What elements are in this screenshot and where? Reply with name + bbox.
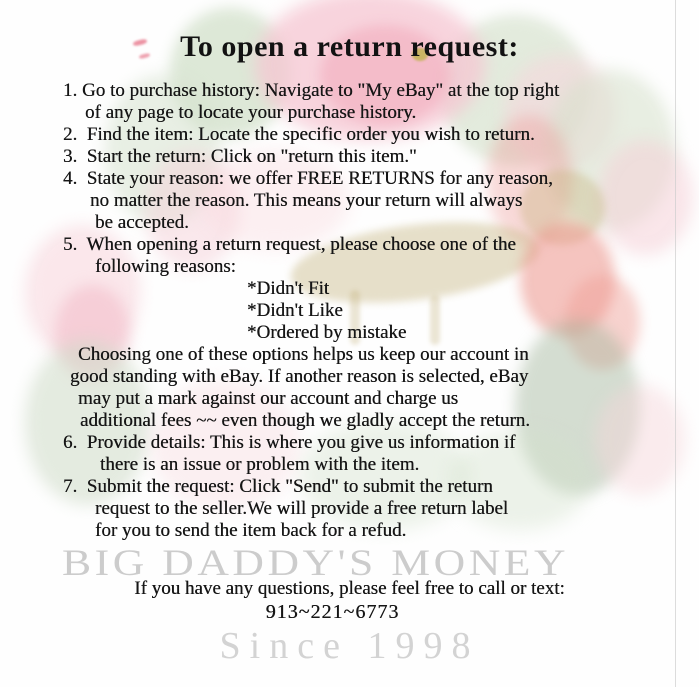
instruction-line: additional fees ~~ even though we gladly accept the return. xyxy=(80,410,531,431)
instruction-line: *Ordered by mistake xyxy=(247,322,407,343)
instruction-line: 2. Find the item: Locate the specific order you wish to return. xyxy=(63,124,535,145)
instruction-list xyxy=(0,80,699,542)
instruction-line: 6. Provide details: This is where you give us information if xyxy=(63,432,516,453)
instruction-line: Choosing one of these options helps us keep our account in xyxy=(78,344,529,365)
instruction-line: 5. When opening a return request, please choose one of the xyxy=(63,234,516,255)
instruction-line: no matter the reason. This means your return will always xyxy=(90,190,523,211)
instruction-line: 3. Start the return: Click on "return this item." xyxy=(63,146,417,167)
instruction-line: 7. Submit the request: Click "Send" to submit the return xyxy=(63,476,493,497)
instruction-line: 4. State your reason: we offer FREE RETURNS for any reason, xyxy=(63,168,553,189)
instruction-line: *Didn't Fit xyxy=(247,278,330,299)
contact-line: If you have any questions, please feel free to call or text: xyxy=(134,578,565,599)
instruction-line: of any page to locate your purchase history. xyxy=(85,102,417,123)
instruction-line: 1. Go to purchase history: Navigate to "My eBay" at the top right xyxy=(63,80,560,101)
instruction-line: *Didn't Like xyxy=(247,300,343,321)
watermark-since: Since 1998 xyxy=(219,625,480,667)
watermark-brand: BIG DADDY'S MONEY xyxy=(62,543,570,584)
instruction-line: there is an issue or problem with the item. xyxy=(100,454,420,475)
instruction-line: for you to send the item back for a refud. xyxy=(95,520,407,541)
instruction-line: request to the seller.We will provide a free return label xyxy=(95,498,509,519)
page-title: To open a return request: xyxy=(180,30,519,63)
instruction-line: be accepted. xyxy=(95,212,189,233)
phone-number: 913~221~6773 xyxy=(265,601,400,623)
instruction-line: may put a mark against our account and charge us xyxy=(78,388,459,409)
instruction-line: good standing with eBay. If another reason is selected, eBay xyxy=(70,366,529,387)
instruction-line: following reasons: xyxy=(95,256,236,277)
